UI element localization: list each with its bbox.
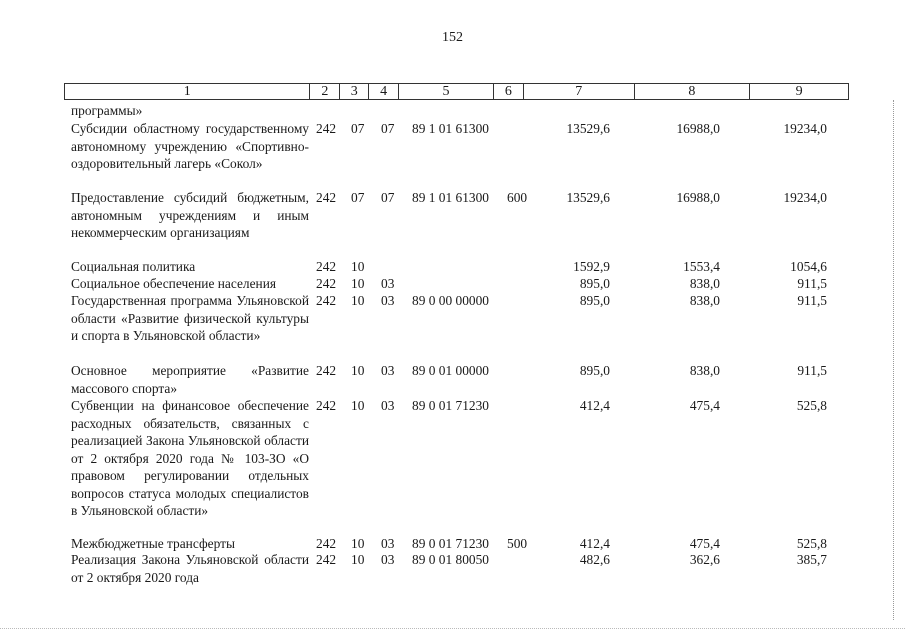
row-name: Межбюджетные трансферты — [71, 536, 235, 551]
row-name: Социальное обеспечение населения — [71, 276, 277, 291]
scan-bottom-line — [0, 628, 905, 629]
row-col-4: 03 — [381, 552, 395, 567]
row-col-4: 07 — [381, 190, 395, 205]
row-col-4: 03 — [381, 536, 395, 551]
row-col-3: 07 — [351, 121, 365, 136]
row-col-2: 242 — [316, 293, 337, 308]
header-col-4: 4 — [369, 84, 399, 99]
page-number: 152 — [442, 30, 463, 45]
row-col-2: 242 — [316, 121, 337, 136]
row-col-7: 412,4 — [579, 536, 610, 551]
header-col-9: 9 — [795, 84, 803, 99]
row-col-3: 07 — [351, 190, 365, 205]
row-col-8: 838,0 — [689, 363, 720, 378]
row-col-5: 89 0 01 71230 — [412, 398, 489, 413]
row-col-2: 242 — [316, 398, 337, 413]
row-col-7: 1592,9 — [573, 259, 610, 274]
row-col-3: 10 — [351, 276, 365, 291]
row-col-4: 07 — [381, 121, 395, 136]
row-col-9: 385,7 — [796, 552, 827, 567]
row-col-9: 19234,0 — [783, 121, 827, 136]
row-col-8: 16988,0 — [676, 190, 720, 205]
row-col-4: 03 — [381, 276, 395, 291]
row-name: Государственная программа Ульяновской области «Развитие физической культуры и спорта в Ульяновской области» — [71, 293, 309, 343]
row-col-3: 10 — [351, 552, 365, 567]
header-col-6: 6 — [494, 84, 524, 99]
row-col-4: 03 — [381, 398, 395, 413]
row-col-2: 242 — [316, 552, 337, 567]
row-col-5: 89 0 01 71230 — [412, 536, 489, 551]
row-col-8: 475,4 — [689, 398, 720, 413]
row-col-5: 89 1 01 61300 — [412, 190, 489, 205]
row-col-3: 10 — [351, 293, 365, 308]
row-name: Субвенции на финансовое обеспечение расходных обязательств, связанных с реализацией Закона Ульяновской области от 2 октября 2020 года № 103-ЗО «О правовом регулировании отдельных вопросов статуса молодых специалистов в Ульяновской области» — [71, 398, 309, 518]
row-col-7: 895,0 — [579, 276, 610, 291]
row-col-7: 412,4 — [579, 398, 610, 413]
row-col-8: 838,0 — [689, 276, 720, 291]
row-col-5: 89 0 00 00000 — [412, 293, 489, 308]
row-col-7: 482,6 — [579, 552, 610, 567]
row-col-2: 242 — [316, 276, 337, 291]
row-col-5: 89 0 01 80050 — [412, 552, 489, 567]
row-col-4: 03 — [381, 293, 395, 308]
row-col-7: 13529,6 — [566, 190, 610, 205]
row-col-2: 242 — [316, 190, 337, 205]
row-col-9: 911,5 — [797, 276, 827, 291]
row-col-2: 242 — [316, 363, 337, 378]
row-col-7: 895,0 — [579, 293, 610, 308]
row-col-5: 89 0 01 00000 — [412, 363, 489, 378]
row-col-2: 242 — [316, 259, 337, 274]
header-col-1: 1 — [65, 84, 310, 99]
row-col-6: 600 — [507, 190, 528, 205]
row-col-3: 10 — [351, 536, 365, 551]
row-name: Социальная политика — [71, 259, 196, 274]
row-col-9: 525,8 — [796, 536, 827, 551]
row-col-9: 525,8 — [796, 398, 827, 413]
row-col-8: 1553,4 — [683, 259, 720, 274]
row-name: программы» — [71, 103, 143, 118]
row-col-8: 838,0 — [689, 293, 720, 308]
row-col-6: 500 — [507, 536, 528, 551]
row-col-8: 16988,0 — [676, 121, 720, 136]
row-col-9: 911,5 — [797, 293, 827, 308]
header-col-3: 3 — [340, 84, 369, 99]
header-col-5: 5 — [399, 84, 494, 99]
row-col-9: 1054,6 — [790, 259, 827, 274]
row-col-4: 03 — [381, 363, 395, 378]
row-name: Реализация Закона Ульяновской области от 2 октября 2020 года — [71, 552, 309, 585]
row-name: Субсидии областному государственному автономному учреждению «Спортивно-оздоровительный лагерь «Сокол» — [71, 121, 309, 171]
row-col-9: 911,5 — [797, 363, 827, 378]
header-col-2: 2 — [310, 84, 340, 99]
row-col-5: 89 1 01 61300 — [412, 121, 489, 136]
row-name: Предоставление субсидий бюджетным, автономным учреждениям и иным некоммерческим организациям — [71, 190, 309, 240]
row-col-2: 242 — [316, 536, 337, 551]
row-col-7: 13529,6 — [566, 121, 610, 136]
row-col-9: 19234,0 — [783, 190, 827, 205]
table-header — [64, 83, 849, 100]
row-col-7: 895,0 — [579, 363, 610, 378]
header-col-7: 7 — [524, 84, 635, 99]
header-col-8: 8 — [635, 84, 751, 99]
row-name: Основное мероприятие «Развитие массового спорта» — [71, 363, 309, 396]
row-col-3: 10 — [351, 363, 365, 378]
row-col-8: 362,6 — [689, 552, 720, 567]
row-col-3: 10 — [351, 259, 365, 274]
row-col-8: 475,4 — [689, 536, 720, 551]
scan-edge-line — [893, 100, 894, 620]
row-col-3: 10 — [351, 398, 365, 413]
